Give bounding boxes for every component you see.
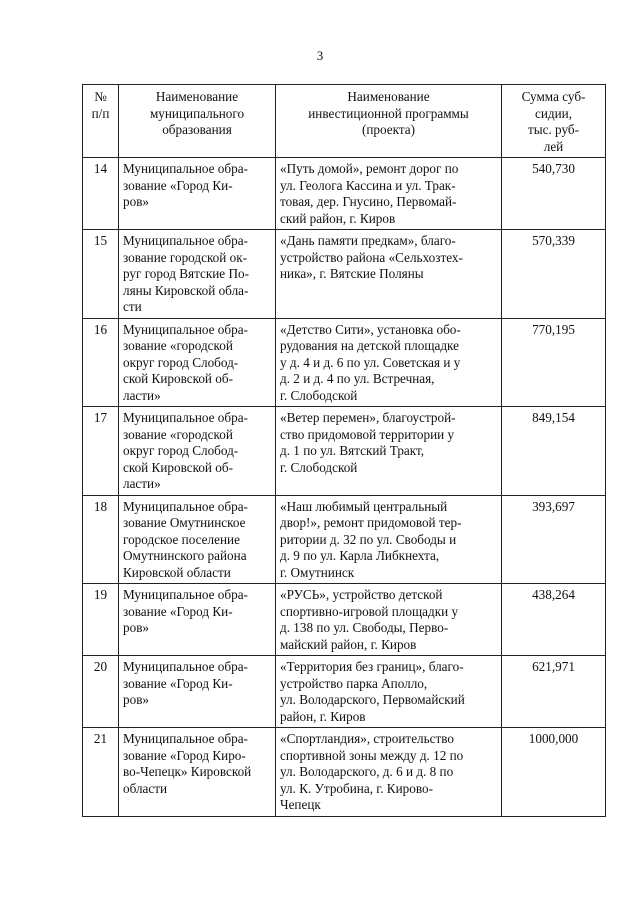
municipality-line: городское поселение: [123, 531, 240, 547]
program-line: г. Слободской: [280, 387, 358, 403]
municipality-line: зование «городской: [123, 338, 233, 353]
header-line: Сумма суб-: [521, 89, 586, 104]
program-line: товая, дер. Гнусино, Первомай-: [280, 194, 457, 209]
program-cell: [276, 158, 502, 230]
municipality-line: округ город Слобод-: [123, 354, 239, 370]
program-line: г. Слободской: [280, 459, 358, 475]
municipality-line: ляны Кировской обла-: [123, 282, 249, 298]
municipality-line: руг город Вятские По-: [123, 266, 249, 281]
header-line: (проекта): [361, 122, 416, 137]
program-line: «РУСЬ», устройство детской: [280, 587, 443, 602]
municipality-line: ской Кировской об-: [123, 459, 233, 475]
row-number: 17: [83, 407, 119, 496]
municipality-line: Омутнинского района: [123, 548, 247, 563]
header-line: сидии,: [534, 105, 573, 121]
subsidy-amount: 1000,000: [502, 728, 606, 817]
program-line: д. 2 и д. 4 по ул. Встречная,: [280, 371, 435, 386]
subsidy-amount: 849,154: [502, 407, 606, 496]
header-line: тыс. руб-: [527, 122, 579, 137]
program-line: д. 1 по ул. Вятский Тракт,: [280, 443, 425, 458]
program-line: «Наш любимый центральный: [280, 498, 448, 514]
header-line: муниципального: [149, 105, 245, 121]
municipality-line: ской Кировской об-: [123, 371, 233, 386]
program-line: «Детство Сити», установка обо-: [280, 321, 461, 337]
page-number: 3: [316, 48, 324, 63]
program-line: «Путь домой», ремонт дорог по: [280, 161, 459, 176]
municipality-cell: [119, 318, 276, 407]
header-line: п/п: [91, 105, 110, 121]
table-row: [83, 656, 606, 728]
table-row: [83, 584, 606, 656]
municipality-line: ров»: [123, 620, 150, 635]
municipality-line: Муниципальное обра-: [123, 410, 248, 425]
municipality-line: Кировской области: [123, 564, 231, 580]
subsidy-amount: 770,195: [502, 318, 606, 407]
subsidy-amount: 621,971: [502, 656, 606, 728]
municipality-line: зование «Город Ки-: [123, 177, 233, 193]
program-line: «Спортландия», строительство: [280, 731, 454, 746]
program-line: устройство парка Аполло,: [280, 675, 428, 691]
header-line: образования: [162, 122, 232, 137]
row-number: 16: [83, 318, 119, 407]
program-line: ул. Володарского, Первомайский: [280, 692, 465, 707]
program-line: ул. Геолога Кассина и ул. Трак-: [280, 177, 456, 193]
subsidy-amount: 570,339: [502, 230, 606, 319]
table-row: [83, 407, 606, 496]
municipality-line: ров»: [123, 692, 150, 707]
row-number: 20: [83, 656, 119, 728]
municipality-line: Муниципальное обра-: [123, 498, 248, 514]
municipality-line: округ город Слобод-: [123, 443, 239, 458]
municipality-line: зование городской ок-: [123, 249, 248, 265]
program-line: спортивной зоны между д. 12 по: [280, 747, 464, 763]
table-body: [83, 158, 606, 817]
program-line: ство придомовой территории у: [280, 426, 455, 442]
municipality-line: Муниципальное обра-: [123, 659, 248, 674]
header-program: [276, 85, 502, 158]
program-cell: [276, 728, 502, 817]
municipality-line: Муниципальное обра-: [123, 321, 248, 337]
program-line: «Территория без границ», благо-: [280, 659, 464, 674]
municipality-cell: [119, 158, 276, 230]
municipality-line: зование «Город Киро-: [123, 747, 246, 763]
municipality-line: Муниципальное обра-: [123, 587, 248, 602]
program-line: ритории д. 32 по ул. Свободы и: [280, 531, 457, 547]
program-line: ника», г. Вятские Поляны: [280, 266, 424, 281]
header-number: [83, 85, 119, 158]
municipality-line: ласти»: [123, 476, 161, 491]
header-line: Наименование: [347, 89, 430, 104]
municipality-line: ласти»: [123, 387, 161, 403]
municipality-line: зование «Город Ки-: [123, 675, 233, 691]
row-number: 18: [83, 495, 119, 584]
municipality-line: зование «Город Ки-: [123, 603, 233, 619]
municipality-line: ров»: [123, 194, 150, 209]
program-line: ул. Володарского, д. 6 и д. 8 по: [280, 764, 454, 779]
table-header-row: [83, 85, 606, 158]
municipality-line: Муниципальное обра-: [123, 161, 248, 176]
program-cell: [276, 318, 502, 407]
municipality-cell: [119, 495, 276, 584]
municipality-line: зование Омутнинское: [123, 515, 246, 530]
municipality-line: сти: [123, 299, 142, 314]
table-row: [83, 230, 606, 319]
subsidy-table: [82, 84, 606, 817]
municipality-line: Муниципальное обра-: [123, 233, 248, 248]
header-line: лей: [543, 138, 564, 154]
header-municipality: [119, 85, 276, 158]
program-line: спортивно-игровой площадки у: [280, 603, 459, 619]
header-sum: [502, 85, 606, 158]
program-cell: [276, 656, 502, 728]
program-line: ский район, г. Киров: [280, 210, 396, 226]
program-line: «Дань памяти предкам», благо-: [280, 233, 456, 248]
program-cell: [276, 495, 502, 584]
table-row: [83, 158, 606, 230]
program-line: двор!», ремонт придомовой тер-: [280, 515, 462, 530]
program-line: «Ветер перемен», благоустрой-: [280, 410, 456, 425]
program-line: ул. К. Утробина, г. Кирово-: [280, 780, 433, 796]
program-cell: [276, 407, 502, 496]
program-line: г. Омутнинск: [280, 564, 355, 580]
row-number: 15: [83, 230, 119, 319]
subsidy-amount: 540,730: [502, 158, 606, 230]
municipality-line: во-Чепецк» Кировской: [123, 764, 252, 779]
header-line: инвестиционной программы: [308, 105, 469, 121]
program-line: устройство района «Сельхозтех-: [280, 249, 463, 265]
row-number: 14: [83, 158, 119, 230]
header-line: №: [94, 89, 107, 104]
program-line: район, г. Киров: [280, 708, 366, 724]
program-line: Чепецк: [280, 797, 321, 812]
municipality-cell: [119, 230, 276, 319]
header-line: Наименование: [155, 89, 239, 104]
program-line: д. 138 по ул. Свободы, Перво-: [280, 620, 449, 635]
subsidy-amount: 438,264: [502, 584, 606, 656]
municipality-line: области: [123, 780, 168, 796]
table-row: [83, 495, 606, 584]
municipality-cell: [119, 584, 276, 656]
municipality-line: зование «городской: [123, 426, 233, 442]
program-line: д. 9 по ул. Карла Либкнехта,: [280, 548, 440, 563]
subsidy-amount: 393,697: [502, 495, 606, 584]
program-line: майский район, г. Киров: [280, 636, 417, 652]
table-row: [83, 728, 606, 817]
municipality-cell: [119, 656, 276, 728]
program-line: у д. 4 и д. 6 по ул. Советская и у: [280, 354, 461, 370]
municipality-cell: [119, 407, 276, 496]
municipality-line: Муниципальное обра-: [123, 731, 248, 746]
program-cell: [276, 584, 502, 656]
row-number: 21: [83, 728, 119, 817]
program-cell: [276, 230, 502, 319]
row-number: 19: [83, 584, 119, 656]
municipality-cell: [119, 728, 276, 817]
program-line: рудования на детской площадке: [280, 338, 459, 353]
table-row: [83, 318, 606, 407]
